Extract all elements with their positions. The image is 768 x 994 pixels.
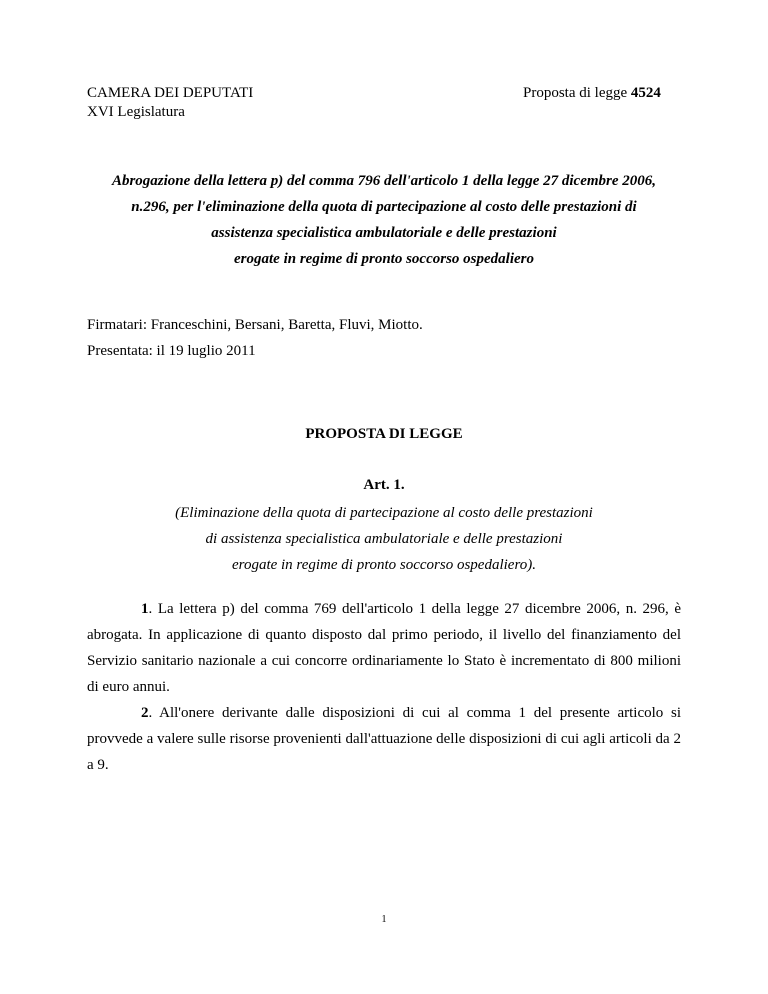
subtitle-line: erogate in regime di pronto soccorso ospedaliero). [232, 557, 536, 573]
article-paragraph [87, 596, 681, 700]
proposal-reference [523, 84, 661, 103]
subtitle-line: di assistenza specialistica ambulatoriale e delle prestazioni [205, 531, 563, 547]
document-title [87, 168, 681, 272]
document-meta [87, 312, 423, 364]
title-line: assistenza specialistica ambulatoriale e delle prestazioni [211, 225, 557, 241]
page-number: 1 [381, 914, 387, 925]
presentation-date: Presentata: il 19 luglio 2011 [87, 343, 256, 359]
document-header-left [87, 84, 253, 122]
chamber-name: CAMERA DEI DEPUTATI [87, 85, 254, 101]
title-line: erogate in regime di pronto soccorso ospedaliero [234, 251, 534, 267]
article-subtitle [87, 500, 681, 578]
proposal-number: 4524 [630, 85, 661, 101]
section-heading: PROPOSTA DI LEGGE [305, 426, 463, 442]
article-number: Art. 1. [363, 477, 405, 493]
proposal-label: Proposta di legge [523, 85, 628, 101]
legislature-label: XVI Legislatura [87, 104, 185, 120]
paragraph-text: . All'onere derivante dalle disposizioni di cui al comma 1 del presente articolo si provvede a valere sulle risorse provenienti dall'attuazione delle disposizioni di cui agli articoli da 2 a 9. [87, 705, 681, 773]
paragraph-number: 2 [141, 705, 149, 721]
signatories: Firmatari: Franceschini, Bersani, Baretta, Fluvi, Miotto. [87, 317, 423, 333]
title-line: Abrogazione della lettera p) del comma 796 dell'articolo 1 della legge 27 dicembre 2006, [111, 173, 657, 189]
paragraph-text: . La lettera p) del comma 769 dell'articolo 1 della legge 27 dicembre 2006, n. 296, è abrogata. In applicazione di quanto disposto dal primo periodo, il livello del finanziamento del Servizio sanitario nazionale a cui concorre ordinariamente lo Stato è incrementato di 800 milioni di euro annui. [87, 601, 681, 695]
title-line: n.296, per l'eliminazione della quota di partecipazione al costo delle prestazioni di [131, 199, 637, 215]
article-body [87, 596, 681, 778]
subtitle-line: (Eliminazione della quota di partecipazione al costo delle prestazioni [175, 505, 593, 521]
article-paragraph [87, 700, 681, 778]
paragraph-number: 1 [141, 601, 149, 617]
